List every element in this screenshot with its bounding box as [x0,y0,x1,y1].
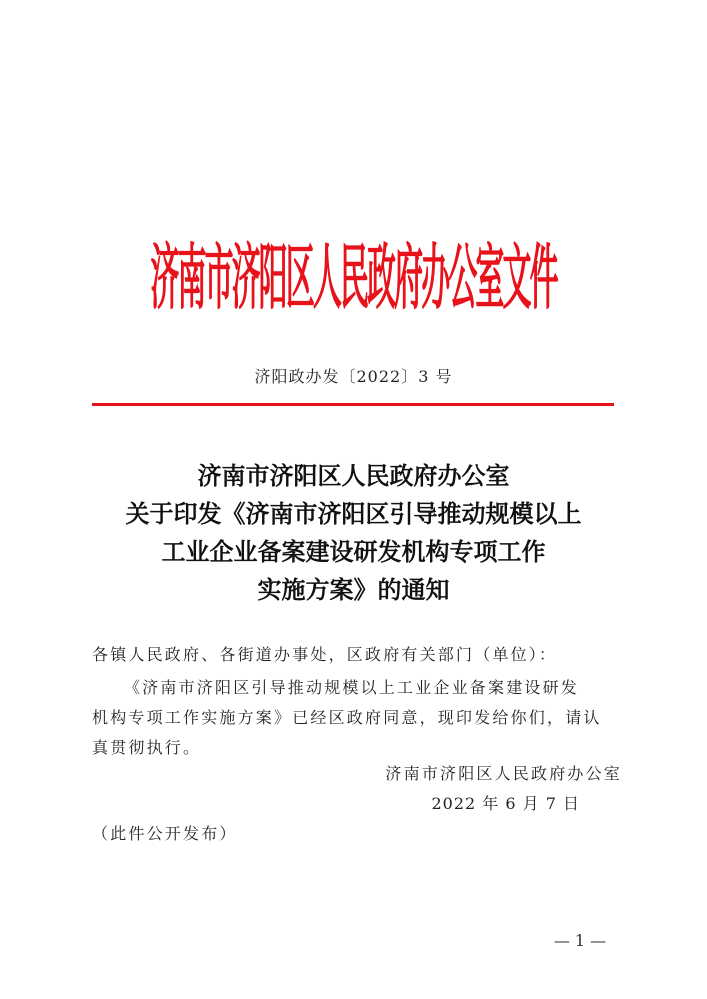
issuer-banner-text: 济南市济阳区人民政府办公室文件 [150,235,557,319]
body-paragraph [92,673,622,763]
title-line-1: 济南市济阳区人民政府办公室 [197,461,510,490]
title-line-4: 实施方案》的通知 [257,575,450,604]
salutation: 各镇人民政府、各街道办事处，区政府有关部门（单位）： [92,645,558,664]
publish-note: （此件公开发布） [92,824,238,843]
signature-issuer: 济南市济阳区人民政府办公室 [385,764,622,783]
title-line-3: 工业企业备案建设研发机构专项工作 [161,537,546,566]
notice-title [0,457,707,609]
paragraph-line-1: 《济南市济阳区引导推动规模以上工业企业备案建设研发 [124,678,580,697]
title-line-2: 关于印发《济南市济阳区引导推动规模以上 [125,499,582,528]
paragraph-line-2: 机构专项工作实施方案》已经区政府同意，现印发给你们，请认 [92,708,602,727]
signature-date: 2022 年 6 月 7 日 [431,794,580,813]
paragraph-line-3: 真贯彻执行。 [92,738,202,757]
document-number: 济阳政办发〔2022〕3 号 [254,367,453,386]
issuer-banner [0,222,707,332]
red-separator-line [92,403,614,406]
page-number: — 1 — [553,931,607,950]
